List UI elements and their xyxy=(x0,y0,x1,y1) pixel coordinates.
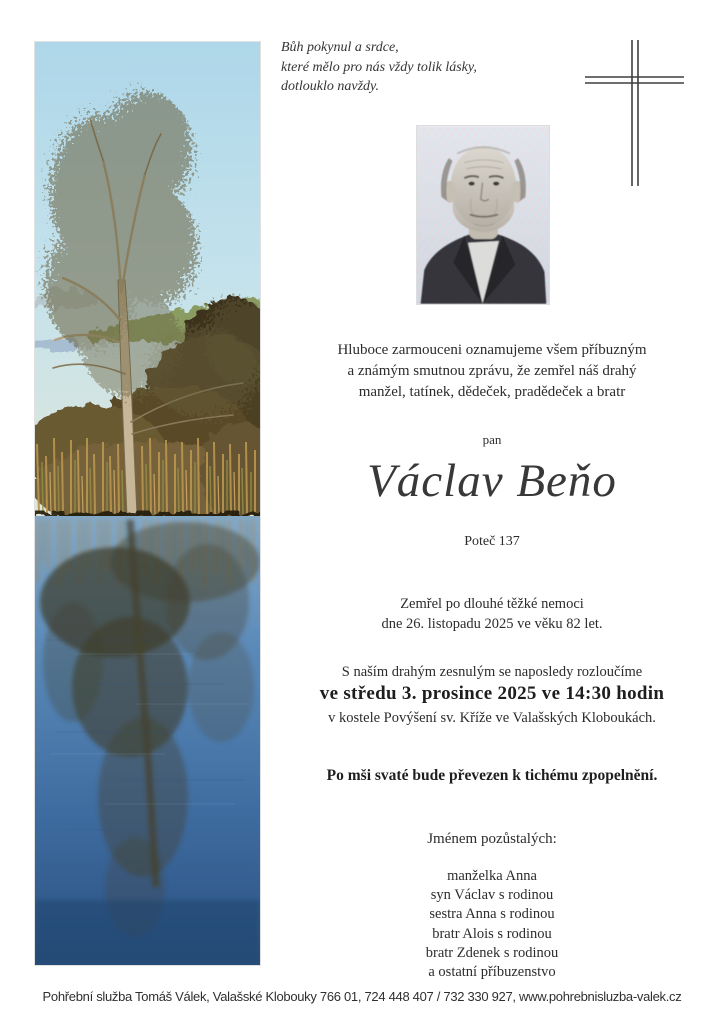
announcement-line-1: Hluboce zarmouceni oznamujeme všem příbuzným xyxy=(337,342,647,358)
survivor-item: bratr Zdenek s rodinou xyxy=(425,944,559,961)
announcement-text xyxy=(260,340,724,403)
memorial-verse xyxy=(281,38,477,97)
survivor-item: syn Václav s rodinou xyxy=(430,887,554,904)
verse-line-1: Bůh pokynul a srdce, xyxy=(281,40,399,55)
survivor-item: bratr Alois s rodinou xyxy=(432,925,552,942)
death-info-line-1: Zemřel po dlouhé těžké nemoci xyxy=(400,596,584,612)
survivor-item: sestra Anna s rodinou xyxy=(429,906,555,923)
tree-photo-svg xyxy=(35,42,260,965)
survivors-list xyxy=(260,867,724,982)
death-info-line-2: dne 26. listopadu 2025 ve věku 82 let. xyxy=(381,616,603,632)
portrait-svg xyxy=(417,126,549,304)
cremation-note: Po mši svaté bude převezen k tichému zpopelnění. xyxy=(326,767,658,784)
announcement-line-2: a známým smutnou zprávu, že zemřel náš drahý xyxy=(347,363,637,379)
verse-line-3: dotlouklo navždy. xyxy=(281,79,379,94)
survivor-item: a ostatní příbuzenstvo xyxy=(428,964,556,981)
verse-line-2: které mělo pro nás vždy tolik lásky, xyxy=(281,59,477,75)
survivors-heading: Jménem pozůstalých: xyxy=(427,831,557,847)
memorial-cross-icon xyxy=(578,30,690,192)
survivor-item: manželka Anna xyxy=(447,868,537,884)
deceased-address: Poteč 137 xyxy=(464,534,520,549)
farewell-intro: S naším drahým zesnulým se naposledy rozloučíme xyxy=(341,664,643,680)
announcement-line-3: manžel, tatínek, dědeček, pradědeček a bratr xyxy=(358,384,626,400)
death-info xyxy=(260,594,724,634)
deceased-name: Václav Beňo xyxy=(367,455,617,507)
funeral-service-footer: Pohřební služba Tomáš Válek, Valašské Klobouky 766 01, 724 448 407 / 732 330 927, www.pohrebnisluzba-valek.cz xyxy=(42,989,682,1004)
tree-pond-reflection-photo xyxy=(35,42,260,965)
farewell-place: v kostele Povýšení sv. Kříže ve Valašských Kloboukách. xyxy=(328,710,656,726)
farewell-datetime: ve středu 3. prosince 2025 ve 14:30 hodin xyxy=(319,683,665,704)
title-prefix: pan xyxy=(482,432,502,447)
deceased-portrait-photo xyxy=(417,126,549,304)
